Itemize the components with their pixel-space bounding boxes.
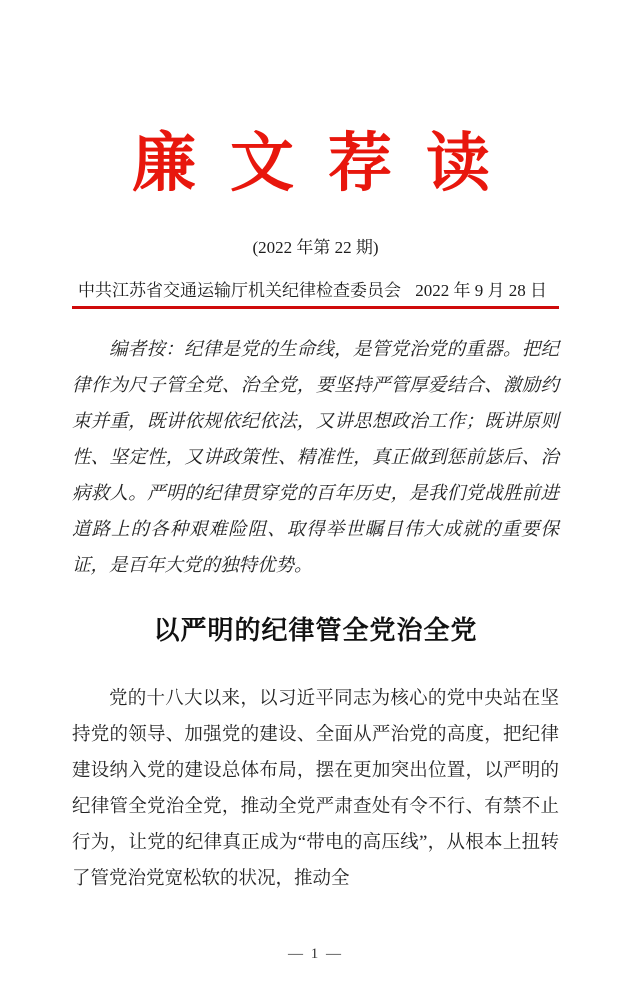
editor-note-paragraph: 编者按：纪律是党的生命线，是管党治党的重器。把纪律作为尺子管全党、治全党，要坚持严管厚爱结合、激励约束并重，既讲依规依纪依法，又讲思想政治工作；既讲原则性、坚定性，又讲政策性、精准性，真正做到惩前毖后、治病救人。严明的纪律贯穿党的百年历史，是我们党战胜前进道路上的各种艰难险阻、取得举世瞩目伟大成就的重要保证，是百年大党的独特优势。 (72, 339, 559, 576)
issue-number: (2022 年第 22 期) (252, 237, 379, 257)
article-title: 以严明的纪律管全党治全党 (153, 615, 478, 645)
page-number: — 1 — (288, 946, 343, 962)
document-page (0, 126, 631, 983)
issuing-organization: 中共江苏省交通运输厅机关纪律检查委员会 (78, 280, 401, 300)
masthead-title: 廉 文 荐 读 (132, 128, 499, 199)
issue-date: 2022 年 9 月 28 日 (415, 280, 547, 300)
header-divider-rule (72, 306, 559, 309)
org-date-row (72, 276, 559, 301)
article-paragraph: 党的十八大以来，以习近平同志为核心的党中央站在坚持党的领导、加强党的建设、全面从严治党的高度，把纪律建设纳入党的建设总体布局，摆在更加突出位置，以严明的纪律管全党治全党，推动全党严肃查处有令不行、有禁不止行为，让党的纪律真正成为“带电的高压线”，从根本上扭转了管党治党宽松软的状况，推动全 (72, 688, 559, 889)
